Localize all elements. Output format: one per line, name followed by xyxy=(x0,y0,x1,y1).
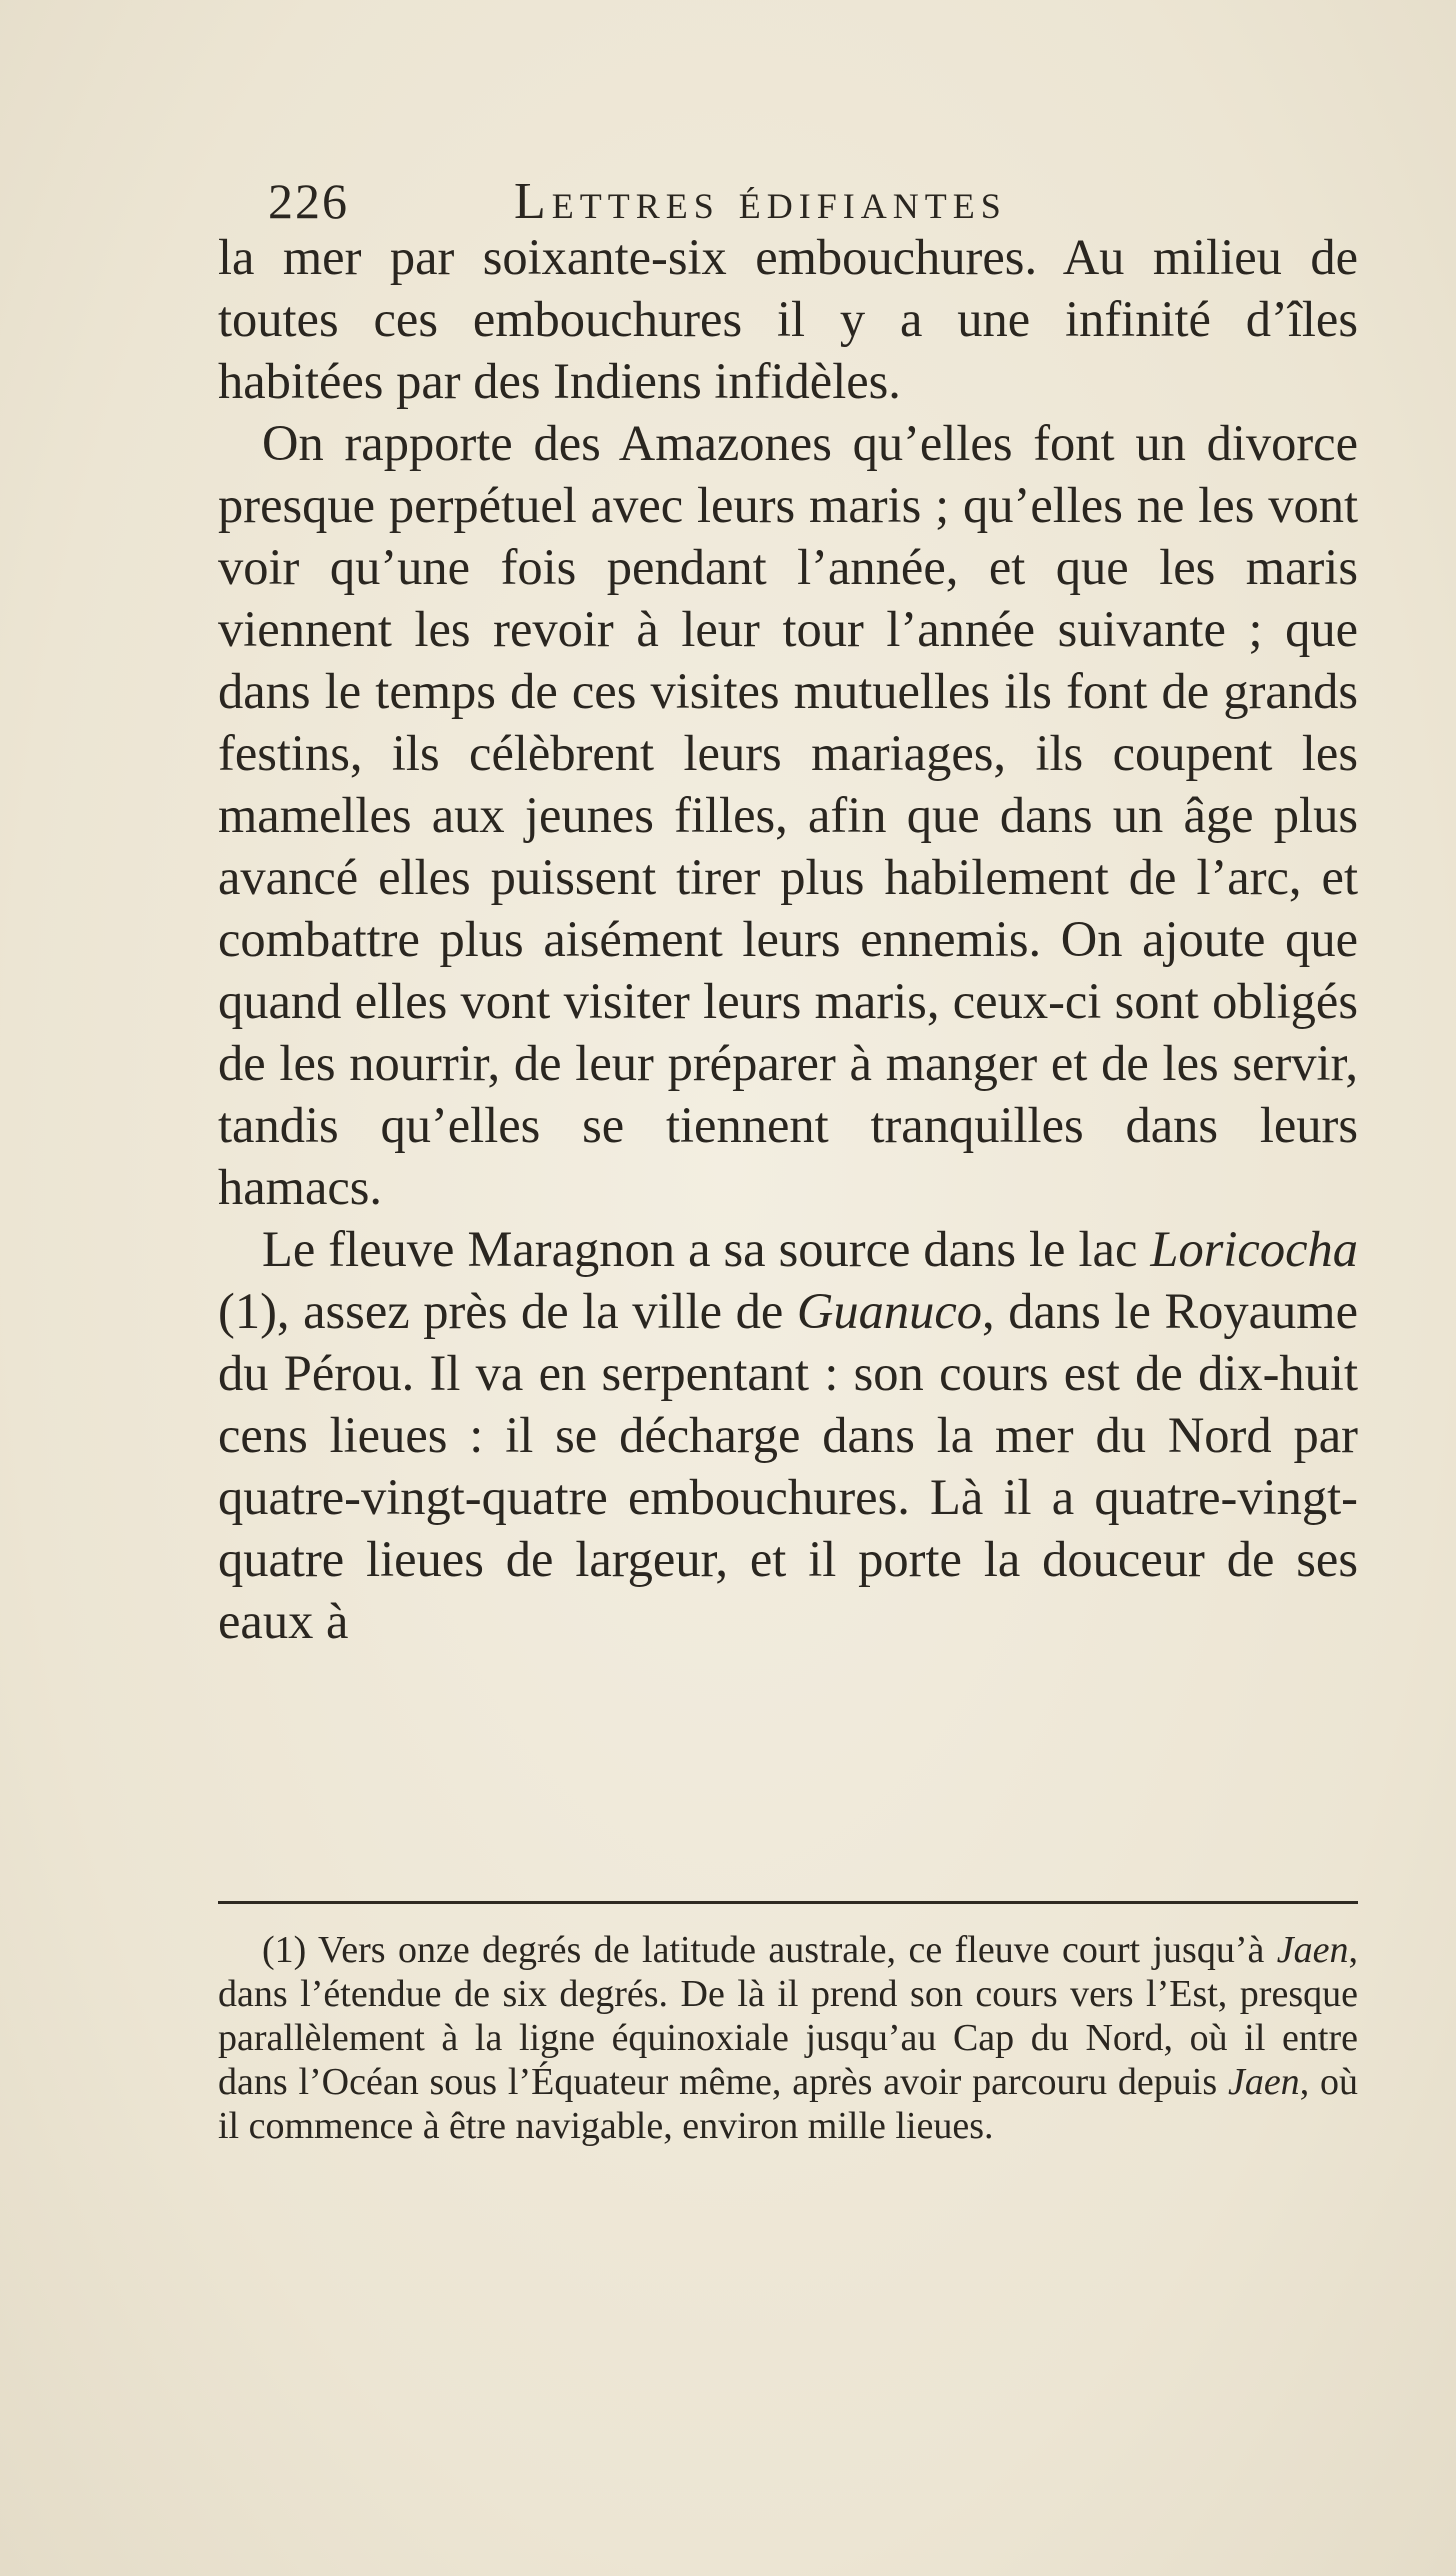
paragraph-1-text: la mer par soixante-six embouchures. Au milieu de toutes ces embouchures il y a une infinité d’îles habitées par des Indiens infidèles. xyxy=(218,229,1358,409)
footnote xyxy=(218,1928,1358,2148)
running-title: Lettres édifiantes xyxy=(514,173,1007,230)
main-text xyxy=(218,226,1358,1652)
paragraph-3-text-a: Le fleuve Maragnon a sa source dans le lac xyxy=(262,1221,1151,1277)
paragraph-2-text: On rapporte des Amazones qu’elles font un divorce presque perpétuel avec leurs maris ; qu’elles ne les vont voir qu’une fois pendant l’année, et que les maris viennent les revoir à leur tour l’année suivante ; que dans le temps de ces visites mutuelles ils font de grands festins, ils célèbrent leurs mariages, ils coupent les mamelles aux jeunes filles, afin que dans un âge plus avancé elles puissent tirer plus habilement de l’arc, et combattre plus aisément leurs ennemis. On ajoute que quand elles vont visiter leurs maris, ceux-ci sont obligés de les nourrir, de leur préparer à manger et de les servir, tandis qu’elles se tiennent tranquilles dans leurs hamacs. xyxy=(218,415,1358,1215)
footnote-divider xyxy=(218,1901,1358,1904)
footnote-text-b: , dans l’étendue de six degrés. De là il prend son cours vers l’Est, presque parallèlement à la ligne équinoxiale jusqu’au Cap du Nord, où il entre dans l’Océan sous l’Équateur même, après avoir parcouru depuis xyxy=(218,1929,1358,2103)
place-name-guanuco: Guanuco xyxy=(796,1283,983,1339)
paragraph-3-text-c: , dans le Royaume du Pérou. Il va en serpentant : son cours est de dix-huit cens lieues : il se décharge dans la mer du Nord par quatre-vingt-quatre embouchures. Là il a quatre-vingt-quatre lieues de largeur, et il porte la douceur de ses eaux à xyxy=(218,1283,1358,1649)
place-name-loricocha: Loricocha xyxy=(1150,1221,1358,1277)
footnote-text-c: , où il commence à être navigable, environ mille lieues. xyxy=(218,2061,1358,2147)
paragraph-3-text-b: (1), assez près de la ville de xyxy=(218,1283,797,1339)
paragraph-3 xyxy=(218,1218,1358,1652)
footnote-text-a: (1) Vers onze degrés de latitude australe, ce fleuve court jusqu’à xyxy=(262,1929,1277,1971)
paragraph-2 xyxy=(218,412,1358,1218)
place-name-jaen-1: Jaen xyxy=(1276,1929,1349,1971)
page-header xyxy=(268,172,1368,232)
place-name-jaen-2: Jaen xyxy=(1227,2061,1300,2103)
paragraph-1 xyxy=(218,226,1358,412)
page-number: 226 xyxy=(268,173,349,229)
footnote-paragraph xyxy=(218,1928,1358,2148)
